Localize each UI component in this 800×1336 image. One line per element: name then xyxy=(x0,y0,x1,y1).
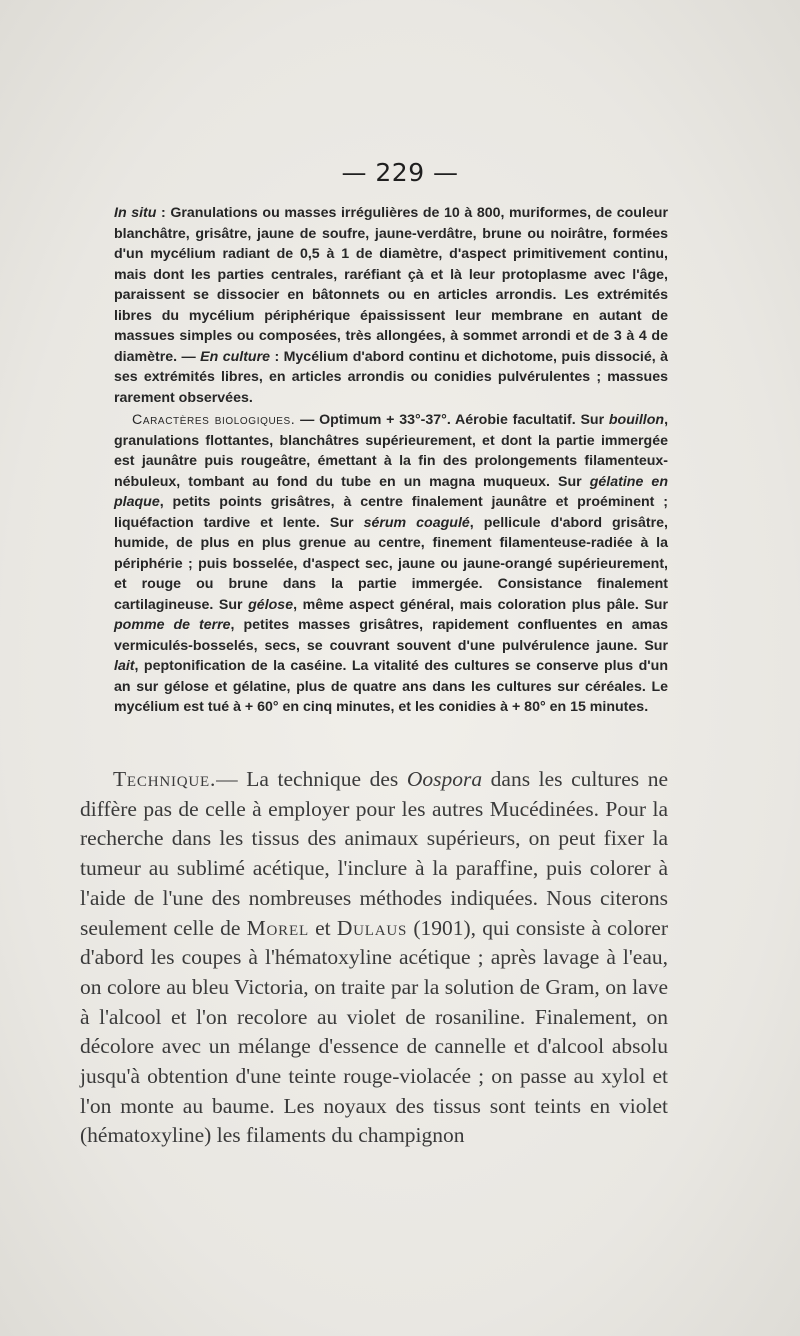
technique-heading: Technique. xyxy=(113,767,217,791)
bio-italic-gelatine: gélatine en plaque xyxy=(114,473,668,510)
bio-text-1: — Optimum + 33°-37°. Aérobie facultatif. Sur xyxy=(295,412,609,428)
page-number: — 229 — xyxy=(341,158,459,187)
technique-paragraph xyxy=(80,765,668,1151)
in-situ-paragraph xyxy=(114,203,668,408)
technique-text-2: dans les cultures ne diffère pas de celle à employer pour les autres Mucédinées. Pour la recherche dans les tissus des animaux supérieurs, on peut fixer la tumeur au sublimé acétique, l'inclure à la paraffine, puis colorer à l'aide de l'une des nombreuses méthodes indiquées. Nous citerons seulement celle de xyxy=(80,767,668,940)
en-culture-lead: En culture xyxy=(200,348,271,365)
in-situ-text: : Granulations ou masses irrégulières de 10 à 800, muriformes, de couleur blanchâtre, grisâtre, jaune de soufre, jaune-verdâtre, brune ou noirâtre, formées d'un mycélium radiant de 0,5 à 1 de diamètre, d'aspect primitivement continu, mais dont les parties centrales, raréfiant çà et là leur protoplasme avec l'âge, paraissent se dissocier en bâtonnets ou en articles arrondis. Les extrémités libres du mycélium périphérique épaississent leur membrane en autant de massues simples ou composées, très allongées, à sommet arrondi et de 3 à 4 de diamètre. — xyxy=(114,205,668,365)
technique-text-3: et xyxy=(308,915,337,940)
author-dulaus: Dulaus xyxy=(336,915,408,940)
technique-block xyxy=(80,765,668,1151)
technique-text-1: — La technique des xyxy=(216,767,407,791)
author-morel: Morel xyxy=(246,915,309,940)
bio-text-7: , peptonification de la caséine. La vitalité des cultures se conserve plus d'un an sur gélose et gélatine, plus de quatre ans dans les cultures sur céréales. Le mycélium est tué à + 60° en cinq minutes, et les conidies à + 80° en 15 minutes. xyxy=(114,658,668,715)
bio-text-3: , petits points grisâtres, à centre finalement jaunâtre et proéminent ; liquéfaction tardive et lente. Sur xyxy=(114,494,668,531)
technique-text-4: (1901), qui consiste à colorer d'abord les coupes à l'hématoxyline acétique ; après lavage à l'eau, on colore au bleu Victoria, on traite par la solution de Gram, on lave à l'alcool et l'on recolore au violet de rosaniline. Finalement, on décolore avec un mélange d'essence de cannelle et d'alcool absolu jusqu'à obtention d'une teinte rouge-violacée ; on passe au xylol et l'on monte au baume. Les noyaux des tissus sont teints en violet (hématoxyline) les filaments du champignon xyxy=(80,915,668,1148)
bio-italic-lait: lait xyxy=(114,658,135,674)
bio-italic-bouillon: bouillon xyxy=(608,412,665,428)
bio-text-2: , granulations flottantes, blanchâtres supérieurement, et dont la partie immergée est jaunâtre puis rougeâtre, émettant à la fin des prolongements filamenteux-nébuleux, tombant au fond du tube en un magna muqueux. Sur xyxy=(114,412,669,490)
in-situ-lead: In situ xyxy=(114,205,157,221)
bio-text-5: , même aspect général, mais coloration plus pâle. Sur xyxy=(293,596,668,613)
technique-italic-oospora: Oospora xyxy=(406,767,483,791)
bio-text-4: , pellicule d'abord grisâtre, humide, de plus en plus grenue au centre, finement filamenteuse-radiée à la périphérie ; puis bosselée, d'aspect sec, jaune ou jaune-orangé supérieurement, et rouge ou brune dans la partie immergée. Consistance finalement cartilagineuse. Sur xyxy=(114,514,668,613)
small-print-block xyxy=(114,203,668,718)
en-culture-text: : Mycélium d'abord continu et dichotome, puis dissocié, à ses extrémités libres, en articles arrondis ou conidies pulvérulentes ; massues rarement observées. xyxy=(114,348,669,406)
biological-characters-paragraph xyxy=(114,410,668,718)
bio-italic-serum: sérum coagulé xyxy=(363,514,470,531)
bio-italic-pomme: pomme de terre xyxy=(114,617,231,633)
biological-characters-heading: Caractères biologiques. xyxy=(132,412,296,428)
bio-italic-gelose: gélose xyxy=(248,596,294,613)
bio-text-6: , petites masses grisâtres, rapidement confluentes en amas vermiculés-bosselés, secs, se couvrant souvent d'une pulvérulence jaune. Sur xyxy=(114,617,668,654)
